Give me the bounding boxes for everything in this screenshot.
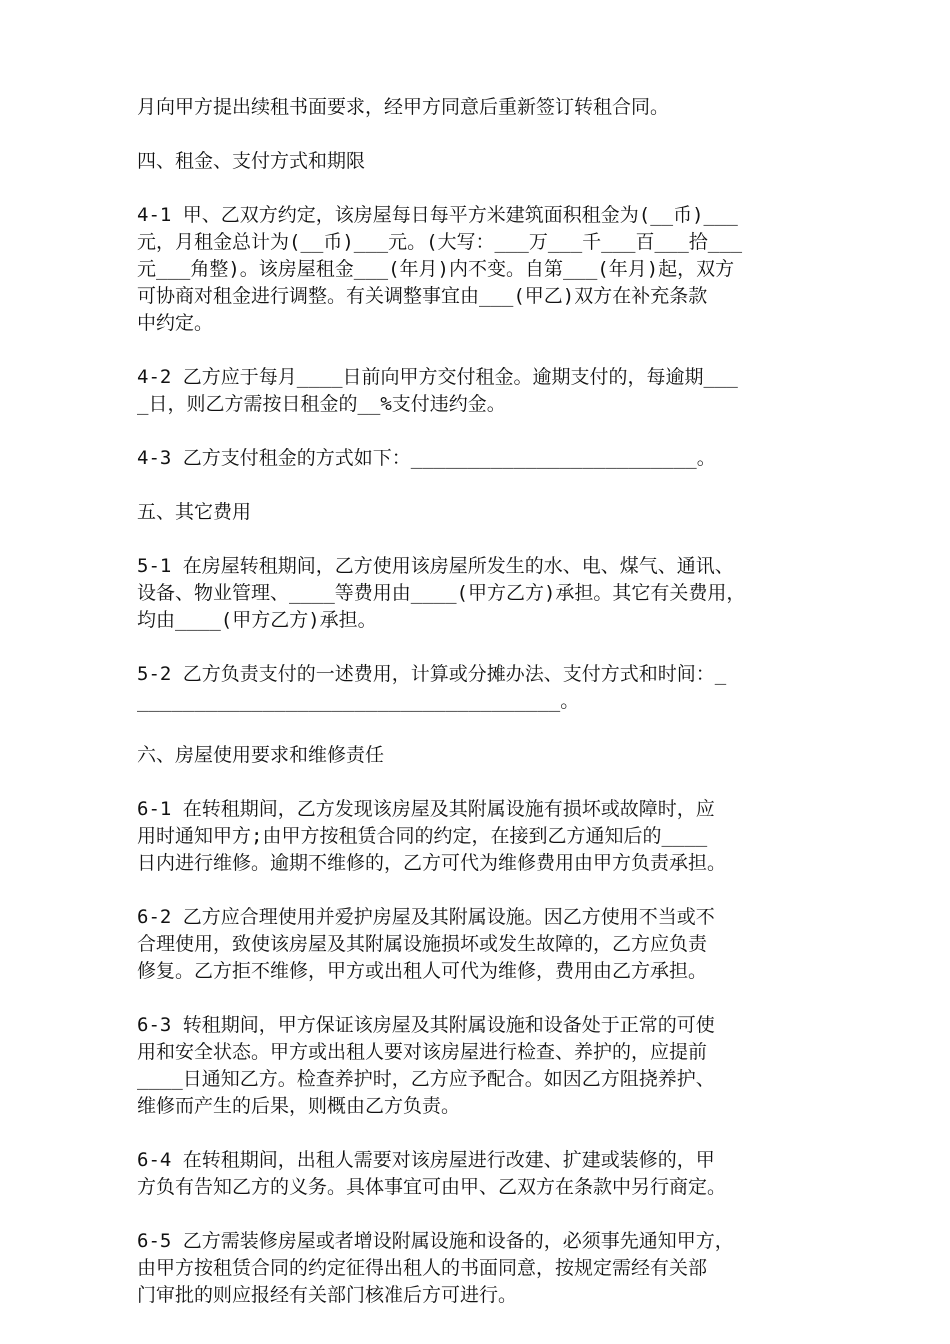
clause-6-5	[137, 1228, 822, 1309]
clause-5-1	[137, 553, 822, 634]
text-line: _日，则乙方需按日租金的__%支付违约金。	[137, 393, 506, 415]
text-line: 日内进行维修。逾期不维修的，乙方可代为维修费用由甲方负责承担。	[137, 852, 727, 874]
clause-4-2	[137, 364, 822, 418]
document-page	[137, 94, 822, 1309]
text-line: 6-2 乙方应合理使用并爱护房屋及其附属设施。因乙方使用不当或不	[137, 906, 715, 928]
text-line: 五、其它费用	[137, 501, 252, 523]
text-line: 5-2 乙方负责支付的一述费用，计算或分摊办法、支付方式和时间：_	[137, 663, 727, 685]
text-line: 中约定。	[137, 312, 214, 334]
paragraph-renewal-tail	[137, 94, 822, 121]
clause-4-3	[137, 445, 822, 472]
text-line: _____________________________________。	[137, 690, 580, 712]
text-line: 修复。乙方拒不维修，甲方或出租人可代为维修，费用由乙方承担。	[137, 960, 708, 982]
text-line: 6-5 乙方需装修房屋或者增设附属设施和设备的，必须事先通知甲方，	[137, 1230, 734, 1252]
text-line: ____日通知乙方。检查养护时，乙方应予配合。如因乙方阻挠养护、	[137, 1068, 715, 1090]
text-line: 由甲方按租赁合同的约定征得出租人的书面同意，按规定需经有关部	[137, 1257, 708, 1279]
text-line: 六、房屋使用要求和维修责任	[137, 744, 385, 766]
text-line: 均由____(甲方乙方)承担。	[137, 609, 377, 631]
text-line: 元，月租金总计为(__币)___元。(大写：___万___千___百___拾___	[137, 231, 743, 253]
clause-4-1	[137, 202, 822, 337]
section-heading-rent	[137, 148, 822, 175]
text-line: 6-4 在转租期间，出租人需要对该房屋进行改建、扩建或装修的，甲	[137, 1149, 715, 1171]
text-line: 维修而产生的后果，则概由乙方负责。	[137, 1095, 461, 1117]
clause-5-2	[137, 661, 822, 715]
text-line: 4-3 乙方支付租金的方式如下：_________________________。	[137, 447, 716, 469]
text-line: 4-2 乙方应于每月____日前向甲方交付租金。逾期支付的，每逾期___	[137, 366, 738, 388]
text-line: 合理使用，致使该房屋及其附属设施损坏或发生故障的，乙方应负责	[137, 933, 708, 955]
text-line: 四、租金、支付方式和期限	[137, 150, 366, 172]
clause-6-1	[137, 796, 822, 877]
text-line: 用时通知甲方;由甲方按租赁合同的约定，在接到乙方通知后的____	[137, 825, 708, 847]
text-line: 可协商对租金进行调整。有关调整事宜由___(甲乙)双方在补充条款	[137, 285, 708, 307]
text-line: 月向甲方提出续租书面要求，经甲方同意后重新签订转租合同。	[137, 96, 670, 118]
text-line: 方负有告知乙方的义务。具体事宜可由甲、乙双方在条款中另行商定。	[137, 1176, 727, 1198]
text-line: 用和安全状态。甲方或出租人要对该房屋进行检查、养护的，应提前	[137, 1041, 708, 1063]
section-heading-other-fees	[137, 499, 822, 526]
clause-6-4	[137, 1147, 822, 1201]
text-line: 4-1 甲、乙双方约定，该房屋每日每平方米建筑面积租金为(__币)___	[137, 204, 738, 226]
section-heading-maintenance	[137, 742, 822, 769]
text-line: 6-1 在转租期间，乙方发现该房屋及其附属设施有损坏或故障时，应	[137, 798, 715, 820]
text-line: 6-3 转租期间，甲方保证该房屋及其附属设施和设备处于正常的可使	[137, 1014, 715, 1036]
text-line: 5-1 在房屋转租期间，乙方使用该房屋所发生的水、电、煤气、通讯、	[137, 555, 734, 577]
clause-6-3	[137, 1012, 822, 1120]
clause-6-2	[137, 904, 822, 985]
text-line: 元___角整)。该房屋租金___(年月)内不变。自第___(年月)起，双方	[137, 258, 735, 280]
text-line: 门审批的则应报经有关部门核准后方可进行。	[137, 1284, 518, 1306]
text-line: 设备、物业管理、____等费用由____(甲方乙方)承担。其它有关费用，	[137, 582, 746, 604]
